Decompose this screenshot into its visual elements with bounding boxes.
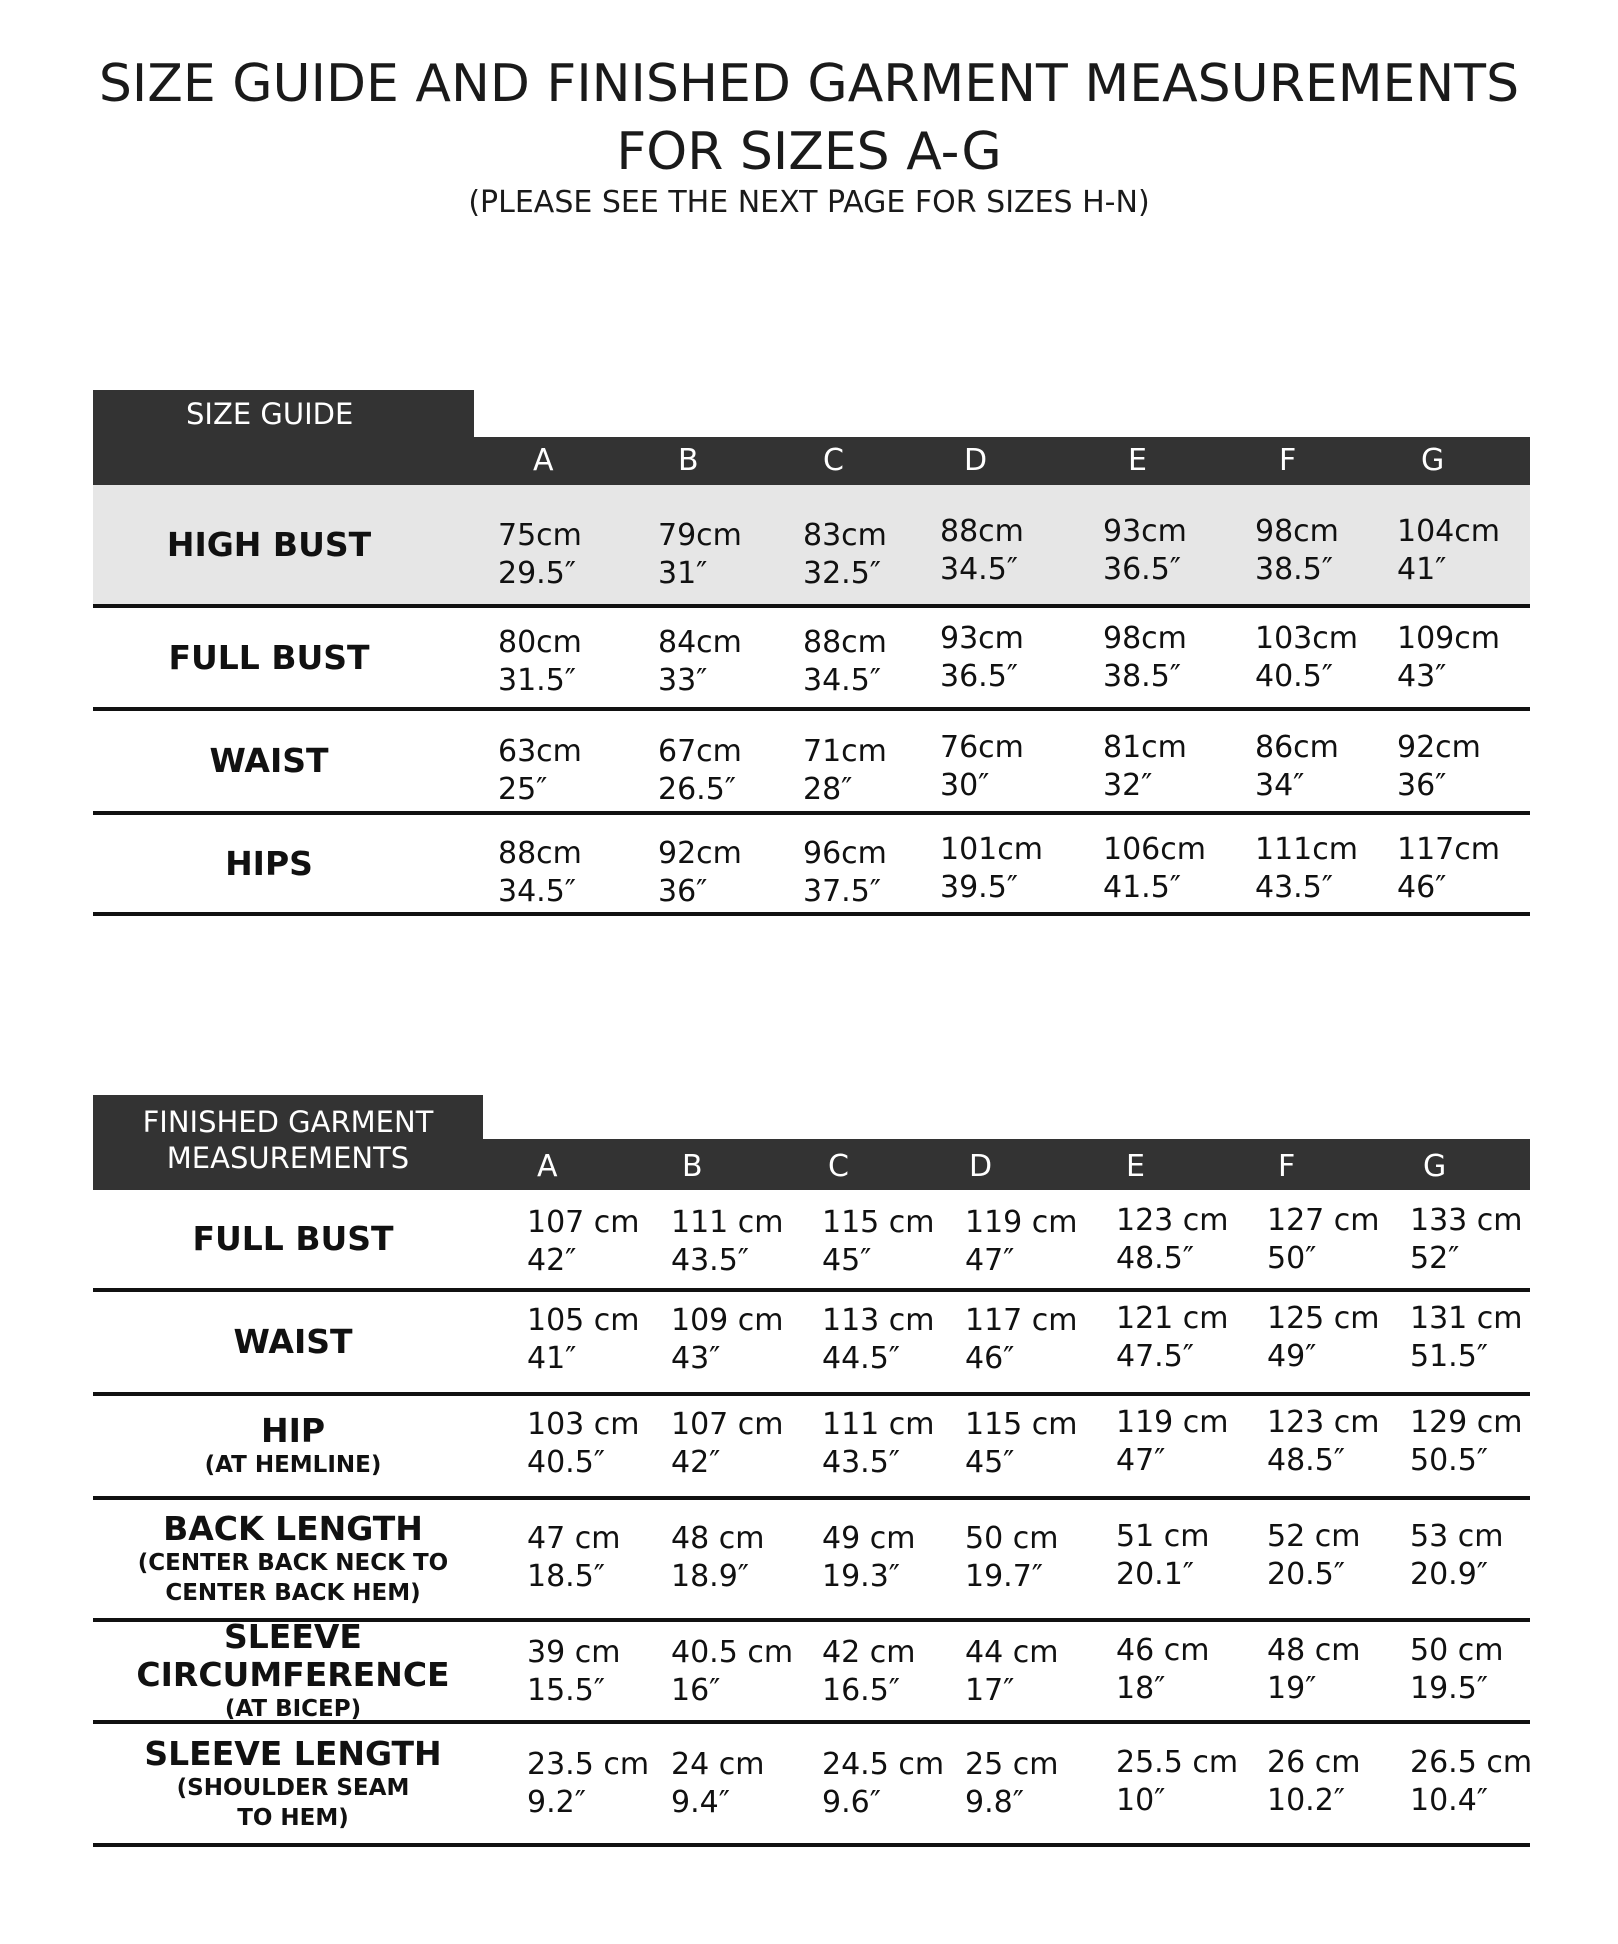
cell-metric: 24.5 cm — [822, 1747, 945, 1782]
row-label-note: CENTER BACK HEM) — [165, 1580, 421, 1606]
row-label-main: FULL BUST — [192, 1219, 394, 1258]
table-cell — [822, 1746, 944, 1822]
table-cell — [527, 1634, 620, 1710]
table-cell — [671, 1406, 784, 1482]
table-cell — [1116, 1744, 1238, 1820]
table-cell — [658, 517, 742, 593]
cell-imperial: 19.5″ — [1410, 1671, 1489, 1706]
table-cell — [498, 517, 582, 593]
table-cell — [527, 1204, 640, 1280]
table-cell — [965, 1204, 1078, 1280]
table-cell — [965, 1746, 1058, 1822]
cell-imperial: 31.5″ — [498, 663, 577, 698]
cell-imperial: 42″ — [671, 1445, 721, 1480]
table-cell — [822, 1204, 935, 1280]
table-cell — [1267, 1202, 1380, 1278]
cell-metric: 125 cm — [1267, 1301, 1380, 1336]
finished-garment-tab — [93, 1095, 483, 1145]
row-label-main: HIPS — [225, 843, 313, 883]
column-header: A — [533, 443, 554, 478]
cell-imperial: 25″ — [498, 772, 548, 807]
cell-imperial: 46″ — [1397, 870, 1447, 905]
cell-metric: 49 cm — [822, 1521, 916, 1556]
cell-metric: 127 cm — [1267, 1203, 1380, 1238]
table-cell — [498, 733, 582, 809]
cell-imperial: 9.8″ — [965, 1785, 1024, 1820]
cell-imperial: 30″ — [940, 768, 990, 803]
cell-imperial: 20.9″ — [1410, 1557, 1489, 1592]
cell-metric: 48 cm — [671, 1521, 765, 1556]
table-cell — [1255, 831, 1358, 907]
cell-metric: 111 cm — [671, 1205, 784, 1240]
cell-metric: 25.5 cm — [1116, 1745, 1239, 1780]
row-label-note: (AT BICEP) — [224, 1696, 362, 1722]
cell-imperial: 41″ — [1397, 552, 1447, 587]
table-row — [93, 1617, 1530, 1724]
cell-imperial: 29.5″ — [498, 556, 577, 591]
table-cell — [671, 1520, 764, 1596]
row-label — [93, 608, 445, 707]
table-cell — [1255, 729, 1339, 805]
cell-imperial: 52″ — [1410, 1241, 1460, 1276]
table-cell — [1397, 729, 1481, 805]
table-cell — [671, 1746, 764, 1822]
cell-metric: 42 cm — [822, 1635, 916, 1670]
cell-imperial: 42″ — [527, 1243, 577, 1278]
table-cell — [658, 733, 742, 809]
cell-imperial: 48.5″ — [1267, 1443, 1346, 1478]
cell-metric: 111 cm — [822, 1407, 935, 1442]
row-label — [93, 711, 445, 811]
table-cell — [1116, 1518, 1209, 1594]
cell-imperial: 34.5″ — [803, 663, 882, 698]
table-cell — [1397, 620, 1500, 696]
table-cell — [1267, 1632, 1360, 1708]
table-cell — [822, 1406, 935, 1482]
cell-imperial: 40.5″ — [527, 1445, 606, 1480]
cell-imperial: 31″ — [658, 556, 708, 591]
cell-imperial: 9.2″ — [527, 1785, 586, 1820]
cell-imperial: 18.9″ — [671, 1559, 750, 1594]
column-header: F — [1278, 1149, 1296, 1184]
cell-imperial: 32″ — [1103, 768, 1153, 803]
cell-imperial: 43″ — [1397, 659, 1447, 694]
finished-garment-tab-line1: FINISHED GARMENT — [142, 1105, 434, 1139]
page-subtitle: (PLEASE SEE THE NEXT PAGE FOR SIZES H-N) — [468, 185, 1150, 220]
cell-imperial: 33″ — [658, 663, 708, 698]
cell-metric: 103cm — [1255, 621, 1358, 656]
table-cell — [1397, 831, 1500, 907]
cell-metric: 84cm — [658, 625, 742, 660]
row-label-main: HIGH BUST — [166, 524, 372, 564]
column-header: A — [537, 1149, 558, 1184]
cell-imperial: 39.5″ — [940, 870, 1019, 905]
cell-metric: 40.5 cm — [671, 1635, 794, 1670]
cell-metric: 25 cm — [965, 1747, 1059, 1782]
size-guide-table — [93, 390, 1530, 915]
row-label-main: WAIST — [233, 1322, 353, 1361]
cell-metric: 103 cm — [527, 1407, 640, 1442]
cell-imperial: 37.5″ — [803, 874, 882, 909]
cell-imperial: 18.5″ — [527, 1559, 606, 1594]
cell-metric: 105 cm — [527, 1303, 640, 1338]
cell-imperial: 47″ — [965, 1243, 1015, 1278]
cell-imperial: 50″ — [1267, 1241, 1317, 1276]
table-cell — [803, 835, 887, 911]
cell-metric: 67cm — [658, 734, 742, 769]
table-cell — [1103, 729, 1187, 805]
table-cell — [940, 513, 1024, 589]
table-row — [93, 815, 1530, 916]
row-label-main: BACK LENGTH — [163, 1509, 423, 1548]
finished-garment-header — [93, 1139, 1530, 1190]
cell-metric: 80cm — [498, 625, 582, 660]
column-header: E — [1126, 1149, 1145, 1184]
table-cell — [965, 1406, 1078, 1482]
cell-imperial: 10.2″ — [1267, 1783, 1346, 1818]
cell-imperial: 36.5″ — [1103, 552, 1182, 587]
cell-imperial: 43.5″ — [1255, 870, 1334, 905]
row-label-note: (CENTER BACK NECK TO — [137, 1550, 449, 1576]
cell-metric: 119 cm — [1116, 1405, 1229, 1440]
cell-metric: 107 cm — [671, 1407, 784, 1442]
row-label — [93, 1292, 493, 1392]
table-cell — [1410, 1202, 1523, 1278]
cell-imperial: 43″ — [671, 1341, 721, 1376]
cell-imperial: 19″ — [1267, 1671, 1317, 1706]
cell-metric: 26.5 cm — [1410, 1745, 1533, 1780]
table-cell — [527, 1520, 620, 1596]
table-cell — [527, 1302, 640, 1378]
cell-metric: 83cm — [803, 518, 887, 553]
cell-imperial: 16″ — [671, 1673, 721, 1708]
cell-imperial: 36.5″ — [940, 659, 1019, 694]
cell-metric: 107 cm — [527, 1205, 640, 1240]
cell-imperial: 41.5″ — [1103, 870, 1182, 905]
table-cell — [965, 1302, 1078, 1378]
table-cell — [1116, 1632, 1209, 1708]
cell-imperial: 20.5″ — [1267, 1557, 1346, 1592]
table-cell — [1267, 1518, 1360, 1594]
cell-imperial: 36″ — [658, 874, 708, 909]
cell-metric: 111cm — [1255, 832, 1358, 867]
table-cell — [940, 831, 1043, 907]
table-cell — [1255, 620, 1358, 696]
table-cell — [498, 624, 582, 700]
cell-imperial: 18″ — [1116, 1671, 1166, 1706]
cell-imperial: 16.5″ — [822, 1673, 901, 1708]
cell-imperial: 40.5″ — [1255, 659, 1334, 694]
table-cell — [1410, 1300, 1523, 1376]
cell-imperial: 26.5″ — [658, 772, 737, 807]
cell-metric: 79cm — [658, 518, 742, 553]
cell-imperial: 9.4″ — [671, 1785, 730, 1820]
cell-metric: 50 cm — [965, 1521, 1059, 1556]
table-cell — [1116, 1300, 1229, 1376]
cell-imperial: 9.6″ — [822, 1785, 881, 1820]
cell-metric: 75cm — [498, 518, 582, 553]
table-cell — [1103, 513, 1187, 589]
cell-imperial: 38.5″ — [1255, 552, 1334, 587]
cell-metric: 123 cm — [1116, 1203, 1229, 1238]
table-cell — [965, 1634, 1058, 1710]
row-label — [93, 1617, 493, 1722]
cell-metric: 109cm — [1397, 621, 1500, 656]
cell-metric: 96cm — [803, 836, 887, 871]
column-header: G — [1421, 443, 1445, 478]
column-header: F — [1279, 443, 1297, 478]
cell-metric: 48 cm — [1267, 1633, 1361, 1668]
cell-imperial: 46″ — [965, 1341, 1015, 1376]
cell-imperial: 32.5″ — [803, 556, 882, 591]
cell-metric: 93cm — [940, 621, 1024, 656]
cell-imperial: 34″ — [1255, 768, 1305, 803]
row-label-note: TO HEM) — [237, 1804, 349, 1831]
cell-metric: 71cm — [803, 734, 887, 769]
cell-metric: 88cm — [498, 836, 582, 871]
cell-imperial: 49″ — [1267, 1339, 1317, 1374]
row-label — [93, 1190, 493, 1288]
row-label — [93, 815, 445, 912]
table-cell — [1410, 1744, 1532, 1820]
cell-imperial: 43.5″ — [822, 1445, 901, 1480]
cell-metric: 93cm — [1103, 514, 1187, 549]
table-row — [93, 1190, 1530, 1292]
table-row — [93, 485, 1530, 608]
row-label-main: SLEEVE CIRCUMFERENCE — [136, 1617, 450, 1694]
cell-metric: 115 cm — [822, 1205, 935, 1240]
table-cell — [1410, 1518, 1503, 1594]
cell-metric: 113 cm — [822, 1303, 935, 1338]
cell-imperial: 15.5″ — [527, 1673, 606, 1708]
table-row — [93, 608, 1530, 711]
table-cell — [658, 835, 742, 911]
cell-imperial: 17″ — [965, 1673, 1015, 1708]
column-header: D — [969, 1149, 993, 1184]
cell-metric: 39 cm — [527, 1635, 621, 1670]
cell-metric: 129 cm — [1410, 1405, 1523, 1440]
cell-metric: 101cm — [940, 832, 1043, 867]
cell-imperial: 20.1″ — [1116, 1557, 1195, 1592]
cell-imperial: 36″ — [1397, 768, 1447, 803]
row-label-main: SLEEVE LENGTH — [144, 1733, 442, 1773]
finished-garment-tab-line2: MEASUREMENTS — [166, 1141, 410, 1175]
table-cell — [1267, 1744, 1360, 1820]
table-row — [93, 711, 1530, 815]
row-label-main: WAIST — [209, 741, 329, 780]
cell-imperial: 10″ — [1116, 1783, 1166, 1818]
table-cell — [965, 1520, 1058, 1596]
size-guide-tab — [93, 390, 474, 438]
cell-metric: 81cm — [1103, 730, 1187, 765]
table-cell — [658, 624, 742, 700]
table-cell — [1267, 1300, 1380, 1376]
cell-imperial: 47″ — [1116, 1443, 1166, 1478]
table-cell — [671, 1302, 784, 1378]
cell-metric: 24 cm — [671, 1747, 765, 1782]
cell-metric: 117cm — [1397, 832, 1500, 867]
table-cell — [940, 620, 1024, 696]
cell-metric: 47 cm — [527, 1521, 621, 1556]
cell-metric: 53 cm — [1410, 1519, 1504, 1554]
cell-imperial: 45″ — [965, 1445, 1015, 1480]
cell-imperial: 34.5″ — [498, 874, 577, 909]
table-cell — [1410, 1632, 1503, 1708]
table-cell — [803, 624, 887, 700]
page-title-sizes: FOR SIZES A-G — [616, 122, 1002, 182]
cell-metric: 98cm — [1103, 621, 1187, 656]
table-cell — [822, 1302, 935, 1378]
table-cell — [822, 1634, 915, 1710]
cell-imperial: 43.5″ — [671, 1243, 750, 1278]
table-cell — [803, 733, 887, 809]
table-cell — [1116, 1202, 1229, 1278]
cell-metric: 46 cm — [1116, 1633, 1210, 1668]
cell-metric: 76cm — [940, 730, 1024, 765]
cell-metric: 44 cm — [965, 1635, 1059, 1670]
finished-garment-table — [93, 1095, 1533, 1847]
cell-metric: 92cm — [658, 836, 742, 871]
cell-imperial: 45″ — [822, 1243, 872, 1278]
cell-metric: 23.5 cm — [527, 1747, 650, 1782]
cell-metric: 106cm — [1103, 832, 1206, 867]
cell-metric: 98cm — [1255, 514, 1339, 549]
size-guide-header — [93, 437, 1530, 485]
table-cell — [1410, 1404, 1523, 1480]
cell-metric: 104cm — [1397, 514, 1500, 549]
table-cell — [1267, 1404, 1380, 1480]
table-cell — [1116, 1404, 1229, 1480]
cell-metric: 88cm — [803, 625, 887, 660]
cell-imperial: 19.7″ — [965, 1559, 1044, 1594]
cell-metric: 92cm — [1397, 730, 1481, 765]
cell-imperial: 10.4″ — [1410, 1783, 1489, 1818]
table-cell — [803, 517, 887, 593]
cell-imperial: 19.3″ — [822, 1559, 901, 1594]
cell-metric: 117 cm — [965, 1303, 1078, 1338]
table-cell — [1397, 513, 1500, 589]
row-label-main: FULL BUST — [168, 637, 370, 677]
table-row — [93, 1292, 1530, 1396]
cell-imperial: 47.5″ — [1116, 1339, 1195, 1374]
table-cell — [671, 1204, 784, 1280]
cell-imperial: 48.5″ — [1116, 1241, 1195, 1276]
size-guide-tab-label: SIZE GUIDE — [186, 397, 354, 431]
cell-imperial: 28″ — [803, 772, 853, 807]
cell-metric: 52 cm — [1267, 1519, 1361, 1554]
page-title: SIZE GUIDE AND FINISHED GARMENT MEASUREMENTS — [98, 54, 1520, 114]
column-header: G — [1423, 1149, 1447, 1184]
cell-metric: 86cm — [1255, 730, 1339, 765]
cell-metric: 26 cm — [1267, 1745, 1361, 1780]
table-cell — [822, 1520, 915, 1596]
cell-metric: 131 cm — [1410, 1301, 1523, 1336]
table-cell — [498, 835, 582, 911]
cell-metric: 123 cm — [1267, 1405, 1380, 1440]
column-header: C — [828, 1149, 849, 1184]
cell-metric: 133 cm — [1410, 1203, 1523, 1238]
row-label-note: (SHOULDER SEAM — [176, 1774, 410, 1801]
cell-metric: 115 cm — [965, 1407, 1078, 1442]
cell-metric: 88cm — [940, 514, 1024, 549]
cell-imperial: 44.5″ — [822, 1341, 901, 1376]
table-row — [93, 1396, 1530, 1500]
row-label — [93, 1396, 493, 1496]
row-label — [93, 1500, 493, 1618]
column-header: E — [1128, 443, 1147, 478]
row-label-main: HIP — [260, 1411, 326, 1450]
table-cell — [1255, 513, 1339, 589]
table-cell — [527, 1746, 649, 1822]
cell-imperial: 41″ — [527, 1341, 577, 1376]
cell-metric: 50 cm — [1410, 1633, 1504, 1668]
cell-metric: 63cm — [498, 734, 582, 769]
cell-imperial: 51.5″ — [1410, 1339, 1489, 1374]
table-cell — [527, 1406, 640, 1482]
column-header: C — [823, 443, 844, 478]
column-header: D — [964, 443, 988, 478]
table-cell — [671, 1634, 793, 1710]
cell-metric: 119 cm — [965, 1205, 1078, 1240]
table-cell — [940, 729, 1024, 805]
row-label — [93, 485, 445, 604]
row-label-note: (AT HEMLINE) — [204, 1452, 382, 1478]
cell-imperial: 38.5″ — [1103, 659, 1182, 694]
table-row — [93, 1500, 1530, 1622]
column-header: B — [682, 1149, 703, 1184]
cell-metric: 121 cm — [1116, 1301, 1229, 1336]
cell-imperial: 50.5″ — [1410, 1443, 1489, 1478]
row-label — [93, 1724, 493, 1843]
column-header: B — [678, 443, 699, 478]
cell-metric: 51 cm — [1116, 1519, 1210, 1554]
table-cell — [1103, 620, 1187, 696]
table-cell — [1103, 831, 1206, 907]
cell-imperial: 34.5″ — [940, 552, 1019, 587]
cell-metric: 109 cm — [671, 1303, 784, 1338]
table-row — [93, 1724, 1533, 1847]
